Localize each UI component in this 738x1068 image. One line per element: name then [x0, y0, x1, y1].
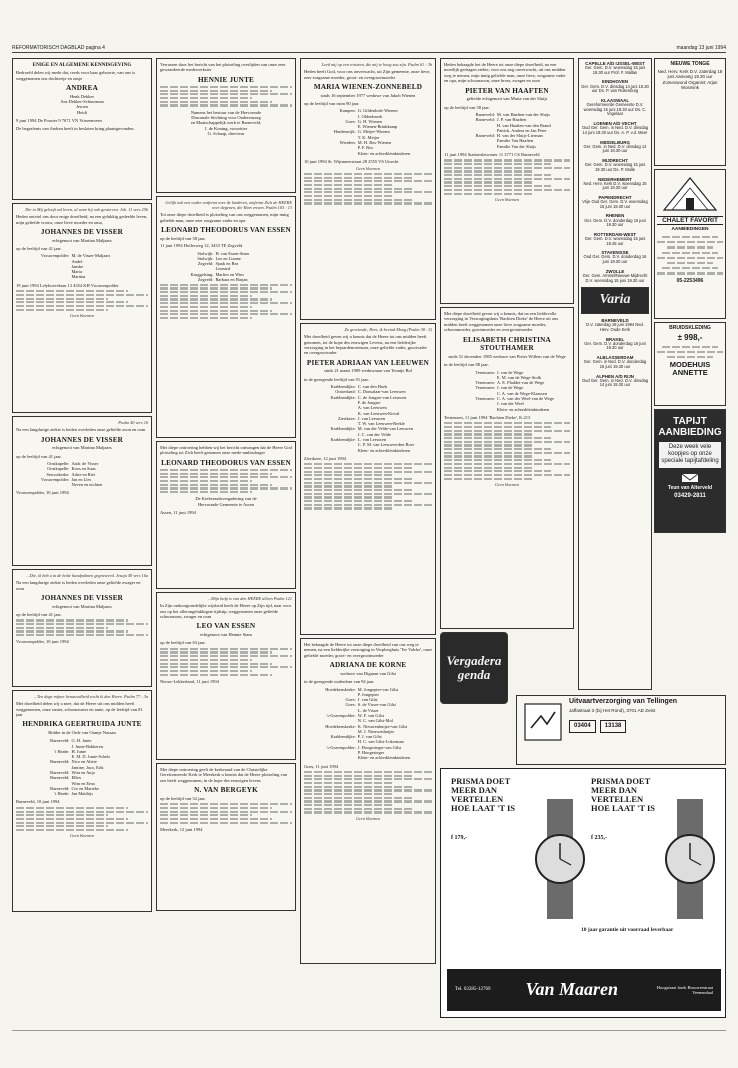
ad-age: in de gezegende ouderdom van 94 jaar. — [304, 679, 375, 685]
varia-banner — [581, 287, 649, 314]
column-3 — [300, 58, 436, 967]
ad-location: 10 juni 1994 St. Wijnmeerstraat 28 2555 VS Utrecht — [304, 158, 399, 164]
watch-headline-3b: VERTELLEN — [591, 793, 644, 804]
announcement-maria-wienen — [300, 58, 436, 320]
service-alblasserdam: ALBLASSERDAM Ger. Gem. in Ned. D.V. donderdag 16 juni 19.30 uur — [583, 355, 647, 369]
ad-intro: Met droefheid geven wij u kennis dat de Heere tot ons midden heeft genomen, tot de hope des eeuwigen Levens, na een liefderijke verzorging in het bejaardencentrum, onze geliefde vader, grootvader en overgrootvader — [304, 334, 428, 356]
ad-intro: Het behaagde de Heere tot onze diepe droefheid van ons weg te nemen, na een liefderijke verzorging in Verpleeghuis 'Ter Valcke', onze geliefde moeder, groot- en overgrootmoeder — [304, 642, 432, 658]
service-eindhoven: EINDHOVEN Ger. Gem. D.V. dinsdag 14 juni 19.30 uur Ds. P. van Ruitenburg — [581, 79, 649, 94]
family-list: Kampen: G. Gildenloek-Wienen J. Oldenbroek Goes: G. H. Wienen E. Wienen-Brinkkamp Hardenwijk: G. Meijer-Wienen T. K. Meijer Wierden: M. H. Bos-Wienen P. F. Bos Klein- en achterkleinkinderen — [333, 108, 411, 156]
no-flowers-note: Geen bloemen — [69, 833, 95, 839]
deceased-name: LEO VAN ESSEN — [196, 622, 256, 631]
ad-intro: Verrassen door het bericht van het plotseling overlijden van onze zeer gewaardeerde medewerkster — [160, 62, 286, 73]
ad-intro: Heden ontviel ons door enige droefheid, na een gelukkig gedeelde leven, mijn geliefde vrouw, onze lieve moeder en oma, — [16, 214, 148, 225]
ad-age: op de leeftijd van 58 jaar. — [444, 104, 490, 110]
ad-intro: Tot onze diepe droefheid is plotseling van ons weggenomen, mijn innig geliefde man, onze zeer zorgzame vader en opa — [160, 212, 289, 223]
service-stavenisse: STAVENISSE Oud Ger. Gem. D.V. donderdag 16 juni 19.30 uur — [583, 250, 647, 265]
deceased-name: HENNIE JUNTE — [197, 75, 255, 84]
family-list: Barneveld: M. van Haaften-van der Sluijs Barneveld: J. P. van Haaften H. van Haaften-van den Brand Patrick, Andrea en Jan Peter Barneveld: H. van der Sluijs-Lierman Familie Van Haaften Familie Van der Sluijs — [475, 111, 551, 149]
deceased-name: ADRIANA DE KORNE — [329, 661, 407, 670]
service-rotterdam-west: ROTTERDAM-WEST Ger. Gem. D.V. woensdag 15 juni 19.45 uur — [584, 231, 646, 246]
announcement-andrea — [12, 58, 152, 200]
ad-age: op de leeftijd van ruim 90 jaar. — [304, 100, 360, 106]
ad-subtitle: echtgenoot van Martina Maljaars — [52, 445, 112, 451]
uitvaart-title: Uitvaartverzorging van Tellingen — [569, 698, 678, 705]
ad-subtitle: echtgenoot van Hennie Stam — [200, 631, 252, 637]
ad-location: Terneuzen, 11 juni 1994 'Bachten Dieke', K.213 — [444, 414, 531, 420]
announcement-johannes-1 — [12, 203, 152, 413]
announcement-pieter-van-leeuwen — [300, 323, 436, 635]
service-barneveld: BARNEVELD D.V. zaterdag 18 juni 1994 Ned. Herv. Oude Kerk — [586, 318, 644, 332]
ad-age: op de leeftijd van 41 jaar. — [16, 611, 62, 617]
watch-shop-banner — [447, 969, 721, 1011]
chalet-subtitle: AANBIEDINGEN — [671, 227, 709, 233]
ad-age: op de leeftijd van 41 jaar. — [16, 245, 62, 251]
column-1 — [12, 58, 152, 915]
chalet-logo-icon — [660, 172, 720, 212]
ad-location: Vrouwenpolder, 10 juni 1994 — [16, 639, 69, 645]
ad-subtitle: sinds 31 december 1985 weduwe van Pieter Willem van de Wege — [448, 353, 566, 359]
family-list: Barneveld: G. H. Junte J. Junte-Bakkeren 't Harde: H. Junte E. M. D. Junte-Schols Barneveld: Nico en Alette Jantine, Jaco, Erik Barneveld: Wim en Anja Barneveld: Ellen Wim en Erna Barneveld: Cor en Marieke 't Harde: Jan Matthijs — [50, 738, 111, 797]
ad-location: Meerkerk, 12 juni 1994 — [160, 826, 203, 832]
service-papendrecht: PAPENDRECHT Vrije Oud Ger. Gem. D.V. woensdag 15 juni 19.30 uur — [582, 194, 648, 209]
bible-quote: Zo geveinsde, Heer, ik bevind Mong (Psalm 38 : 5) — [344, 327, 432, 332]
tapijt-shop: Teun van Alterveld — [667, 485, 713, 492]
bible-quote: Gelijk ook een ouder ontfermt over de kinderen, ontfermt Zich de HEERE over degenen, die Hem vrezen. Psalm 103 : 13 — [165, 200, 292, 211]
announcement-elisabeth-stouthamer — [440, 307, 574, 629]
watch-headline-1b: PRISMA DOET — [591, 776, 651, 786]
uitvaart-address: Jaffastraat 3 (bij Het Rond), 3701 AD Zeist — [569, 708, 656, 714]
ad-location: 11 juni 1994 Stationsbewoner 11 3771 CS Barneveld — [444, 151, 540, 157]
bible-quote: Leed mij op een rotsteen, die mij te hoog zou zijn. Psalm 61 : 3b — [321, 62, 432, 67]
deceased-name: JOHANNES DE VISSER — [40, 227, 124, 236]
ad-subtitle: Ridder in de Orde van Oranje Nassau — [48, 729, 116, 735]
announcement-hendrika — [12, 690, 152, 912]
watch-headline-1: PRISMA DOET — [451, 776, 511, 786]
deceased-name: JOHANNES DE VISSER — [40, 435, 124, 444]
tapijt-phone: 03429-2811 — [674, 493, 706, 500]
ad-intro: Met diepe ontroering geeft de kerkeraad van de Christelijke Gereformeerde Kerk te Meerkerk u kennis dat de Heere plotseling van ons heeft weggenomen, in de hope des eeuwigen levens — [160, 767, 287, 783]
watch-guarantee: 10 jaar garantie uit voorraad leverbaar — [581, 927, 674, 933]
bruid-title: BRUIDSKLEDING — [669, 325, 711, 331]
ad-closing: De begrafenis van Andrea heeft in besloten kring plaatsgevonden. — [16, 125, 135, 131]
service-middelburg: MIDDELBURG Ger. Gem. in Ned. D.V. dinsdag 14 juni 19.30 uur — [583, 139, 647, 154]
ad-intro: Na een langdurige ziekte is heden overleden onze geliefde zwager en oom — [16, 580, 141, 591]
nieuwe-tonge-notice: NIEUWE TONGE Ned. Herv. Kerk D.V. zaterdag 18 juni Aanvang 19.30 uur Zomeravond Organist: Arjan Wosmink — [654, 58, 726, 166]
service-klaaswaal: KLAASWAAL Gereformeerde Gemeente D.V. woensdag 15 juni 19.30 uur Ds. C. Vogelaar — [583, 97, 647, 117]
watch-icon — [525, 799, 595, 919]
watch-headline-4: HOE LAAT 'T IS — [451, 802, 516, 813]
deceased-name: N. VAN BERGEYK — [194, 786, 258, 795]
watch-shop-name: Van Maaren — [525, 979, 618, 1000]
column-6 — [654, 58, 726, 536]
ad-location: 9 juni 1994 De Poorter 9 7671 VN Vriezenveen — [16, 118, 102, 124]
deceased-name: JOHANNES DE VISSER — [40, 593, 124, 602]
announcement-leonard-2 — [156, 441, 296, 589]
ad-header: ENIGE EN ALGEMENE KENNISGEVING — [32, 62, 132, 68]
bible-quote: Psalm 40 vers 16 — [118, 420, 148, 425]
ad-location: 19 juni 1994 Lelyhoevelaan 13 4354 KH Vrouwenpolder — [16, 282, 119, 288]
bible-quote: ...Mijn hulp is van den HEERE alleen Psalm 121 — [207, 596, 292, 601]
bruid-price: ± 998,- — [677, 333, 703, 342]
tapijt-title: TAPIJT AANBIEDING — [658, 416, 722, 438]
family-list: Terneuzen: J. van de Wege E. M. van de Wege-Stolk Terneuzen: A. E. Pladdet-van de Wege Terneuzen: J. van de Wege C. A. van de Wege-Klaassen Terneuzen: C. A. van der Weel-van de Wege J. van der Weel Klein- en achterkleinkinderen — [475, 369, 555, 412]
ad-age: op de leeftijd van 58 jaar. — [160, 235, 206, 241]
no-flowers-note: Geen bloemen — [69, 312, 95, 318]
watch-shop-address: Hoogstraat hoek Brouwerstraat Veenendaal — [656, 984, 713, 995]
modehuis-name: MODEHUIS ANNETTE — [669, 360, 711, 378]
deceased-name: LEONARD THEODORUS VAN ESSEN — [161, 458, 291, 467]
ad-location: Assen, 11 juni 1994 — [160, 510, 196, 516]
ad-subtitle: sinds 16 september 1977 weduwe van Jakob Wienen — [320, 92, 416, 98]
ad-intro: In Zijn ondoorgrondelijke wijsheid heeft de Heere op Zijn tijd, naar voor ons op het allerongelukkigste tijdstip, weggenomen onze geliefde schoonzoon, zwager en oom — [160, 603, 292, 619]
uitvaart-logo-icon — [523, 702, 563, 742]
prisma-watch-ad — [440, 768, 726, 1018]
no-flowers-note: Geen bloemen — [494, 481, 520, 487]
column-4 — [440, 58, 574, 707]
ad-age: in de gezegende leeftijd van 91 jaar. — [304, 376, 369, 382]
chalet-favorit-ad — [654, 169, 726, 319]
family-list: Hoedekenskerke: M. Jongepier-van Gilst P. Jongepier Goes: J. van Gilst Goes: S. de Visser-van Gilst L. de Visser 's-Gravenpolder: W. F. van Gilst N. C. van Gilst-Mol Hoedekenskerke: K. Nieuwenhuijze-van Gilst M. J. Nieuwenhuijze Krabbendijke: P. J. van Gilst H. C. van Gilst-Lokerman 's-Gravenpolder: J. Hoogesteger-van Gilst P. Hoogesteger Klein- en achterkleinkinderen — [325, 686, 411, 761]
ad-subtitle: weduwe van Digman van Gilst — [340, 670, 396, 676]
page-date: maandag 13 juni 1994 — [676, 45, 726, 51]
deceased-name: HENDRIKA GEERTRUIDA JUNTE — [22, 720, 142, 729]
service-nederhemert: NEDERHEMERT Ned. Herv. Kerk D.V. woensdag 15 juni 19.30 uur — [583, 176, 647, 191]
family-list: Oostkapelle: Aadr. de Visser Oostkapelle: Koos en Suus Serooskerke: Adrie en Riet Vrouwenpolder: Jan en Lies Neven en nichten — [40, 460, 103, 488]
deceased-name: ANDREA — [66, 84, 98, 93]
no-flowers-note: Geen bloemen — [355, 166, 381, 172]
chalet-title: CHALET FAVORIT — [657, 216, 723, 226]
deceased-name: PIETER VAN HAAFTEN — [465, 86, 549, 95]
varia-title: Varia — [599, 292, 631, 308]
deceased-name: ELISABETH CHRISTINA STOUTHAMER — [463, 335, 551, 353]
family-list: Vrouwenpolder: M. de Visser-Maljaars André Janske Maria Martina — [40, 253, 111, 280]
ad-location: 11 juni 1994 Hoflerweg 12, 3433 TE Zegveld — [160, 243, 243, 249]
ad-intro: Met diepe droefheid geven wij u kennis, dat na een liefdevolle verzorging in Verzorgingshuis 'Bachten Dieke' de Heere uit ons midden heeft weggenomen onze lieve zorgzame moeder, schoonmoeder, grootmoeder en overgrootmoeder — [444, 311, 559, 333]
service-alphen: ALPHEN A/D RIJN Oud Ger. Gem. in Ned. D.V. dinsdag 14 juni 19.30 uur — [581, 373, 649, 388]
ad-age: op de leeftijd van 63 jaar. — [160, 640, 206, 646]
ad-age: op de leeftijd van 41 jaar. — [16, 453, 62, 459]
announcement-hennie-junte — [156, 58, 296, 193]
ad-intro: Bedroefd delen wij mede dat, reeds voor haar geboorte, van ons is weggenomen ons dochtertje en zusje — [16, 70, 136, 81]
page-footer-marks — [12, 1030, 726, 1038]
watch-icon-2 — [655, 799, 725, 919]
tapijt-subtitle: Deze week vele koopjes op onze speciale tapijtafdeling — [659, 442, 721, 468]
ad-location: Zierikzee, 12 juni 1994 — [304, 455, 346, 461]
vergaderagenda-banner — [440, 632, 508, 704]
service-mijdrecht: MIJDRECHT Ger. Gem. D.V. woensdag 15 juni 19.30 uur Ds. P. Mulle — [584, 158, 646, 172]
announcement-leonard-1 — [156, 196, 296, 438]
announcement-leo-van-essen — [156, 592, 296, 760]
bible-quote: ...Ten dage mijner benauwdheid zocht ik den Heere. Psalm 77 : 3a — [33, 694, 148, 699]
service-zwolle: ZWOLLE Ger. Gem. Amstel/Nieuwe Mijdrecht D.V. woensdag 15 juni 19.30 uur — [582, 268, 648, 283]
ad-age: op de leeftijd van 52 jaar. — [160, 795, 206, 801]
watch-headline-4b: HOE LAAT 'T IS — [591, 802, 656, 813]
ad-subtitle: geliefde echtgenoot van Maria van der Sluijs — [466, 96, 548, 102]
uitvaart-ad — [516, 695, 726, 765]
uitvaart-phone: 03404 — [569, 720, 596, 733]
uitvaart-phone-2: 13138 — [600, 720, 627, 733]
ad-location: Barneveld, 10 juni 1994 — [16, 799, 60, 805]
bible-quote: Die in Mij gelooft zal leven, al ware hij ook gestorven. Joh. 11 vers 25b — [25, 207, 148, 212]
watch-price-1: f 179,- — [451, 834, 467, 841]
vergaderagenda-title: Vergaderagenda — [446, 653, 502, 682]
bible-quote: ...Die, ik heb u in de holte handpalmen gegraveerd. Jesaja 49 vers 16a — [26, 573, 148, 578]
watch-headline-2b: MEER DAN — [591, 784, 638, 795]
deceased-name: LEONARD THEODORUS VAN ESSEN — [161, 226, 291, 235]
watch-headline-3: VERTELLEN — [451, 793, 504, 804]
ad-age: in de leeftijd van 88 jaar. — [444, 362, 489, 368]
ad-intro: Na een langdurige ziekte is heden overleden onze geliefde zoon en oom — [16, 427, 146, 433]
ad-intro: Met droefheid delen wij u mee, dat de Heere uit ons midden heeft weggenomen, onze zuster, schoonzuster en tante, op de leeftijd van 81 jaar — [16, 701, 143, 717]
service-loenen: LOENEN A/D VECHT Oud Ger. Gem. in Ned. D.V. dinsdag 14 juni 19.30 uur Ds. A. P. v.d. Meer — [581, 121, 649, 135]
ad-intro: Heden behaagde het de Heere tot onze diepe droefheid, na een moeilijk gedragen ziekte, voor ons nog onverwacht, uit ons midden weg te nemen, mijn innig geliefde man, onze lieve, zorgzame vader en opa, mijn schoonzoon, onze broer, zwager en oom — [444, 62, 566, 84]
announcement-van-bergeyk — [156, 763, 296, 911]
announcement-johannes-3 — [12, 569, 152, 687]
deceased-name: MARIA WIENEN-ZONNEBELD — [313, 82, 423, 91]
column-2 — [156, 58, 296, 914]
ad-subtitle: echtgenoot van Martina Maljaars — [52, 237, 112, 243]
tapijt-ad — [654, 409, 726, 533]
ad-location: Goes, 11 juni 1994 — [304, 763, 339, 769]
service-capelle: CAPELLE A/D IJSSEL-WEST Ger. Gem. D.V. woensdag 15 juni 19.30 uur Prof. F. Mallan — [584, 61, 646, 75]
service-brakel: BRAKEL Ger. Gem. D.V. donderdag 16 juni 19.30 uur — [584, 336, 646, 351]
ad-subtitle: sinds 21 maart 1989 weduwnaar van Teuntje Bol — [324, 368, 412, 374]
service-rhenen: RHENEN Ger. Gem. D.V. donderdag 16 juni 19.30 uur — [584, 213, 646, 228]
watch-price-2: f 235,- — [591, 834, 607, 841]
signatories: De Kerkeraadsvergadering van de Hervormde Gemeente te Assen — [195, 496, 257, 507]
shop-logo-icon — [680, 472, 700, 484]
page-header — [12, 45, 726, 53]
announcement-johannes-2 — [12, 416, 152, 566]
family-list: Krabbendijke: C. van den Hoek Oosterland: C. Donsalaar-van Leeuwen Krabbendijke: C. de Jongste-van Leeuwen F. de Jongste A. van Leeuwen K. van Leeuwen-Kirval Zierikzee: J. van Leeuwen T. W. van Leeuwen-Brekle Krabbendijke: M. van der Velde-van Leeuwen J. C. van der Velde Krabbendijke: L. van Leeuwen C. P. M. van Leeuwen-den Boer Klein- en achterkleinkinderen — [330, 384, 415, 453]
announcement-adriana-de-korne — [300, 638, 436, 964]
ad-subtitle: echtgenoot van Martina Maljaars — [52, 603, 112, 609]
watch-headline-2: MEER DAN — [451, 784, 498, 795]
announcement-pieter-van-haaften — [440, 58, 574, 304]
no-flowers-note: Geen bloemen — [494, 196, 520, 202]
paper-title: REFORMATORISCH DAGBLAD pagina 4 — [12, 45, 105, 51]
church-services-sidebar — [578, 58, 652, 690]
signatories: Henk Dekker Ans Dekker-Schuurman Jeroen Heidi — [60, 93, 104, 115]
ad-intro: Heden heeft God, voor ons onverwacht, uit Zijn gemeente, onze lieve, zeer zorgzame moeder, groot- en overgrootmoeder — [304, 69, 431, 80]
family-list: Stolwijk: H. van Essen-Stam Stolwijk: Leo en Lianne Zegveld: Sjaak en Bea Leonard Kruggelsing: Marlies en Wim Zegveld: Barbara en Harjan — [190, 250, 249, 282]
ad-location: Nieuw-Lekkerland, 11 juni 1994 — [160, 678, 219, 684]
ad-location: Vrouwenpolder, 10 juni 1994 — [16, 490, 69, 496]
signatories: Namens het bestuur van de Hervormde Diaconale Stichting voor Ouderenzorg en Maatschappelijk werk te Barneveld, J. de Koning, voorzitter G. Schaap, directeur — [190, 109, 262, 137]
bruidskleding-ad — [654, 322, 726, 406]
no-flowers-note: Geen bloemen — [355, 815, 381, 821]
deceased-name: PIETER ADRIAAN VAN LEEUWEN — [306, 358, 430, 367]
chalet-phone: 05-2253496 — [676, 277, 704, 284]
ad-intro: Met diepe ontroering hebben wij het bericht ontvangen dat de Heere God plotseling tot Zich heeft genomen onze mede-ambtsdrager — [160, 445, 292, 456]
watch-shop-phone: Tel. 03285-12769 — [455, 987, 491, 992]
